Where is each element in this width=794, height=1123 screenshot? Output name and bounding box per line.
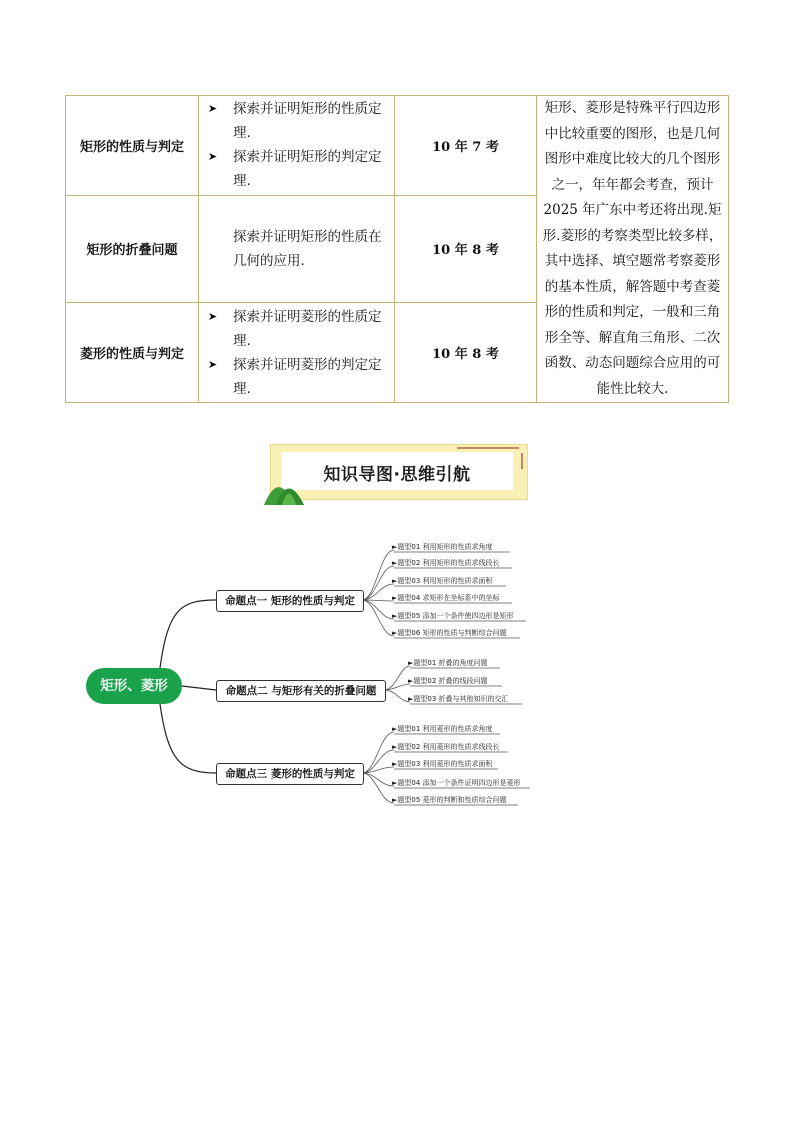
mind-map-leaf: ►题型02 折叠的线段问题 — [408, 677, 488, 685]
mind-map-leaf: ►题型01 利用菱形的性质求角度 — [392, 725, 493, 733]
arrow-bullet-icon: ➤ — [208, 309, 218, 323]
topic-cell: 矩形的性质与判定 — [66, 96, 199, 196]
requirement-item: ➤ 探索并证明菱形的性质定理. — [199, 305, 394, 353]
requirement-item: ➤ 探索并证明矩形的判定定理. — [199, 145, 394, 193]
mind-map-branch: 命题点三 菱形的性质与判定 — [216, 763, 364, 785]
arrow-bullet-icon: ➤ — [208, 150, 218, 164]
requirement-item: ➤ 探索并证明矩形的性质定理. — [199, 97, 394, 145]
banner-title: 知识导图·思维引航 — [323, 465, 471, 485]
mind-map-leaf: ►题型03 利用菱形的性质求面积 — [392, 760, 493, 768]
frequency-cell: 10 年 8 考 — [395, 195, 537, 302]
arrow-bullet-icon: ➤ — [208, 102, 218, 116]
description-cell: 矩形、菱形是特殊平行四边形中比较重要的图形，也是几何图形中难度比较大的几个图形之一，年年都会考查，预计 2025 年广东中考还将出现.矩形.菱形的考察类型比较多样，其中选择、填空题常考察菱形的基本性质，解答题中考查菱形的性质和判定，一般和三角形全等、解直角三角形、二次函数、动态问题综合应用的可能性比较大. — [537, 96, 729, 403]
mind-map-branch: 命题点一 矩形的性质与判定 — [216, 590, 364, 612]
mind-map-leaf: ►题型04 求矩形在坐标系中的坐标 — [392, 594, 500, 602]
frequency-cell: 10 年 7 考 — [395, 96, 537, 196]
mind-map-leaf: ►题型01 利用矩形的性质求角度 — [392, 543, 493, 551]
mind-map-leaf: ►题型06 矩形的性质与判断综合问题 — [392, 629, 507, 637]
arrow-bullet-icon: ➤ — [208, 357, 218, 371]
mind-map-root: 矩形、菱形 — [86, 668, 182, 704]
mind-map-leaf: ►题型01 折叠的角度问题 — [408, 659, 488, 667]
mind-map-leaf: ►题型02 利用矩形的性质求线段长 — [392, 559, 500, 567]
mind-map-leaf: ►题型02 利用菱形的性质求线段长 — [392, 743, 500, 751]
mind-map-leaf: ►题型03 利用矩形的性质求面积 — [392, 577, 493, 585]
frequency-cell: 10 年 8 考 — [395, 303, 537, 403]
requirement-item: 探索并证明矩形的性质在几何的应用. — [233, 228, 382, 269]
topic-cell: 矩形的折叠问题 — [66, 195, 199, 302]
mind-map-leaf: ►题型04 添加一个条件证明四边形是菱形 — [392, 779, 521, 787]
mind-map-leaf: ►题型05 添加一个条件使四边形是矩形 — [392, 612, 514, 620]
requirement-item: ➤ 探索并证明菱形的判定定理. — [199, 353, 394, 401]
mind-map-branch: 命题点二 与矩形有关的折叠问题 — [216, 680, 386, 702]
mind-map-leaf: ►题型05 菱形的判断和性质综合问题 — [392, 796, 507, 804]
topic-cell: 菱形的性质与判定 — [66, 303, 199, 403]
mind-map-leaf: ►题型03 折叠与其他知识的交汇 — [408, 695, 509, 703]
